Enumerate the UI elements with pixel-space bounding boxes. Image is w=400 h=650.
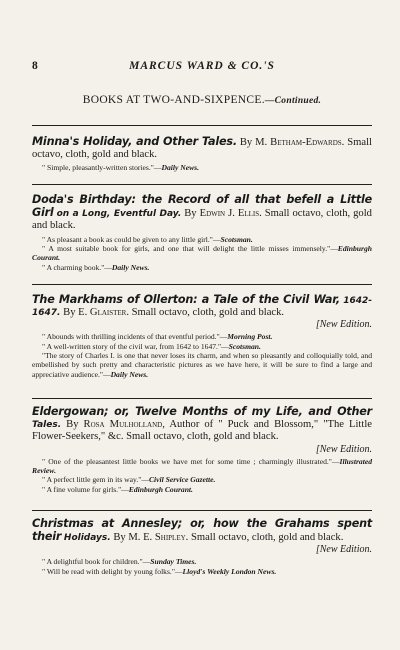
divider-rule [32,125,372,126]
running-head [32,60,372,76]
edition-note: [New Edition. [315,443,372,455]
entry-heading [32,406,372,455]
review-source: Civil Service Gazette. [148,475,216,485]
review-quote [32,557,372,566]
section-heading [32,94,372,106]
author-name: Edwin J. Ellis. [199,208,262,220]
entry-heading [32,194,372,233]
review-list [32,332,372,378]
author-prefix: By E. [63,307,88,319]
review-quote [32,342,372,351]
review-source: Illustrated Review. [32,456,372,475]
author-prefix: By [66,419,79,431]
edition-note: [New Edition. [315,319,372,331]
review-list [32,163,372,172]
author-name: Rosa Mulholland, [83,419,165,431]
divider-rule [32,184,372,185]
review-quote [32,567,372,576]
review-text: " A most suitable book for girls, and one that will delight the little misses immensely."— [42,243,338,253]
review-quote [32,332,372,341]
author-prefix: By M. E. [113,532,153,544]
book-title: The Markhams of Ollerton: a Tale of the Civil War, [32,293,340,306]
running-title: MARCUS WARD & CO.'S [129,60,275,72]
review-text: " Simple, pleasantly-written stories."— [42,163,162,173]
author-name: Betham-Edwards. [270,137,345,148]
author-name: Shipley. [154,532,189,544]
author-prefix: By [184,208,197,220]
review-quote [32,475,372,484]
review-source: Sunday Times. [150,557,197,567]
review-source: Daily News. [111,262,150,272]
book-title: Doda's Birthday: the Record of all that befell a Little Girl [32,193,372,220]
review-text: " A fine volume for girls."— [42,484,129,494]
review-text: " A charming book."— [42,262,112,272]
book-details: Small octavo, cloth, gold and black. [190,532,344,544]
book-details: Small octavo, cloth, gold and black. [131,307,285,319]
review-list [32,235,372,272]
divider-rule [32,284,372,285]
review-source: Daily News. [110,369,149,379]
review-source: Daily News. [161,163,200,173]
author-prefix: By M. [239,137,268,148]
page-number: 8 [32,60,38,72]
review-source: Edinburgh Courant. [128,484,193,494]
review-list [32,557,372,576]
review-text: "The story of Charles I. is one that never loses its charm, and when so pleasantly and colloquially told, and embellished by such pretty and characteristic pictures as we have here, it will be sure to find a large and appreciative audience."— [32,351,372,379]
section-title: BOOKS AT TWO-AND-SIXPENCE. [82,94,265,106]
review-quote [32,244,372,263]
book-subtitle: Tales. [32,420,62,431]
review-quote [32,485,372,494]
divider-rule [32,510,372,511]
section-continued: —Continued. [264,96,322,106]
book-entry [32,406,372,494]
book-title: Eldergowan; or, Twelve Months of my Life, and Other [32,405,372,418]
book-details: Author of " Puck and Blossom," "The Little Flower-Seekers," &c. Small octavo, cloth, gold and black. [32,419,372,443]
edition-note: [New Edition. [315,544,372,556]
review-source: Lloyd's Weekly London News. [182,566,277,576]
review-quote [32,263,372,272]
book-details: Small octavo, cloth, gold and black. [32,137,372,161]
review-list [32,457,372,494]
review-source: Edinburgh Courant. [32,243,372,263]
book-entry [32,518,372,576]
book-title: Christmas at Annesley; or, how the Grahams spent their [32,517,372,544]
review-quote [32,457,372,476]
book-subtitle: on a Long, Eventful Day. [56,209,182,220]
review-source: Scotsman. [220,234,253,244]
review-source: Scotsman. [228,341,261,351]
book-entry [32,194,372,272]
entry-heading [32,294,372,330]
review-text: " A delightful book for children."— [42,557,151,567]
review-text: " Abounds with thrilling incidents of that eventful period."— [42,332,228,342]
review-quote [32,163,372,172]
review-text: " Will be read with delight by young folks."— [42,566,183,576]
entry-heading [32,518,372,555]
review-text: " A well-written story of the civil war, from 1642 to 1647."— [42,341,229,351]
book-entry [32,294,372,379]
review-text: " As pleasant a book as could be given to any little girl."— [42,234,221,244]
review-quote [32,235,372,244]
book-details: Small octavo, cloth, gold and black. [32,208,372,232]
entry-heading [32,136,372,161]
review-text: " One of the pleasantest little books we have met for some time ; charmingly illustrated."— [42,456,340,466]
book-subtitle: Holidays. [63,533,111,544]
divider-rule [32,398,372,399]
review-quote [32,351,372,379]
review-text: " A perfect little gem in its way."— [42,475,149,485]
author-name: Glaister. [89,307,129,319]
book-subtitle: 1642-1647. [32,296,372,319]
book-entry [32,136,372,173]
book-title: Minna's Holiday, and Other Tales. [32,135,237,148]
review-source: Morning Post. [227,332,273,342]
